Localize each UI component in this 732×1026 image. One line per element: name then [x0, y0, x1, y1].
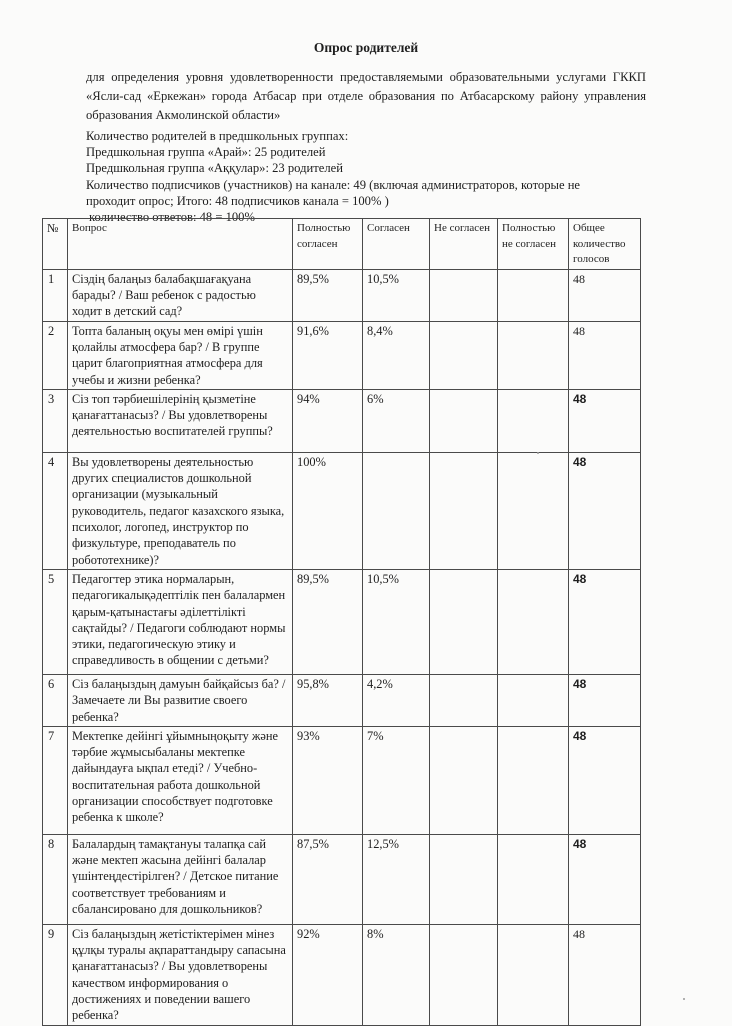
row-question: Педагогтер этика нормаларын, педагогикалықәдептілік пен балалармен қарым-қатынастағы әділеттілікті сақтайды? / Педагоги соблюдают нормы этики, педагогическую этику и справедливость в общении с детьми? — [68, 569, 293, 674]
row-disagree — [430, 726, 498, 834]
row-total: 48 — [569, 321, 641, 389]
document-title: Опрос родителей — [313, 40, 419, 55]
row-disagree — [430, 834, 498, 924]
row-total: 48 — [569, 924, 641, 1025]
row-fully-agree: 95,8% — [293, 674, 363, 726]
row-question: Сіздің балаңыз балабақшағақуана барады? / Ваш ребенок с радостью ходит в детский сад? — [68, 269, 293, 321]
table-row — [43, 569, 641, 674]
row-disagree — [430, 674, 498, 726]
row-num: 1 — [43, 269, 68, 321]
row-agree: 10,5% — [363, 269, 430, 321]
row-agree: 8% — [363, 924, 430, 1025]
scan-speck — [683, 998, 685, 1000]
row-disagree — [430, 269, 498, 321]
row-num: 3 — [43, 389, 68, 452]
row-fully-agree: 94% — [293, 389, 363, 452]
row-num: 4 — [43, 452, 68, 569]
header-total: Общее количество голосов — [569, 219, 641, 270]
table-row — [43, 452, 641, 569]
header-num: № — [43, 219, 68, 270]
table-row — [43, 321, 641, 389]
respondent-info — [86, 128, 646, 225]
row-fully-disagree — [498, 389, 569, 452]
table-header-row — [43, 219, 641, 270]
survey-table — [42, 218, 641, 1026]
row-agree: 8,4% — [363, 321, 430, 389]
header-question: Вопрос — [68, 219, 293, 270]
header-disagree: Не согласен — [430, 219, 498, 270]
info-line-6: количество ответов: 48 = 100% — [89, 210, 255, 225]
row-question: Сіз балаңыздың дамуын байқайсыз ба? / Замечаете ли Вы развитие своего ребенка? — [68, 674, 293, 726]
row-question: Мектепке дейінгі ұйымныңоқыту және тәрбие жұмысыбаланы мектепке дайындауға ықпал етеді? / Учебно-воспитательная работа дошкольной организации способствует подготовке ребенка к школе? — [68, 726, 293, 834]
row-question: Сіз балаңыздың жетістіктерімен мінез құлқы туралы ақпараттандыру сапасына қанағаттанасыз? / Вы удовлетворены качеством информирования о достижениях и поведении вашего ребенка? — [68, 924, 293, 1025]
row-total: 48 — [569, 569, 641, 674]
row-fully-agree: 87,5% — [293, 834, 363, 924]
row-agree: 4,2% — [363, 674, 430, 726]
table-row — [43, 924, 641, 1025]
row-question: Топта баланың оқуы мен өмірі үшін қолайлы атмосфера бар? / В группе царит благоприятная атмосфера для учебы и жизни ребенка? — [68, 321, 293, 389]
row-total: 48 — [569, 726, 641, 834]
row-disagree — [430, 389, 498, 452]
row-fully-disagree — [498, 269, 569, 321]
row-agree: 6% — [363, 389, 430, 452]
row-agree — [363, 452, 430, 569]
row-fully-agree: 93% — [293, 726, 363, 834]
info-line-2: Предшкольная группа «Арай»: 25 родителей — [86, 145, 326, 160]
table-row — [43, 389, 641, 452]
row-fully-disagree — [498, 674, 569, 726]
table-row — [43, 674, 641, 726]
row-total: 48 — [569, 452, 641, 569]
row-question: Вы удовлетворены деятельностью других специалистов дошкольной организации (музыкальный руководитель, педагог казахского языка, психолог, логопед, инструктор по физкультуре, преподаватель по робототехнике)? — [68, 452, 293, 569]
table-row — [43, 269, 641, 321]
row-fully-disagree — [498, 321, 569, 389]
row-question: Балалардың тамақтануы талапқа сай және мектеп жасына дейінгі балалар үшінтеңдестірілген? / Детское питание соответствует требованиям и сбалансировано для дошкольников? — [68, 834, 293, 924]
row-fully-agree: 92% — [293, 924, 363, 1025]
row-total: 48 — [569, 389, 641, 452]
row-agree: 10,5% — [363, 569, 430, 674]
row-num: 5 — [43, 569, 68, 674]
header-fully-disagree: Полностью не согласен — [498, 219, 569, 270]
row-num: 2 — [43, 321, 68, 389]
row-disagree — [430, 452, 498, 569]
row-fully-disagree — [498, 834, 569, 924]
row-fully-agree: 100% — [293, 452, 363, 569]
info-line-3: Предшкольная группа «Аққулар»: 23 родителей — [86, 161, 343, 176]
row-num: 7 — [43, 726, 68, 834]
header-agree: Согласен — [363, 219, 430, 270]
row-fully-agree: 89,5% — [293, 269, 363, 321]
row-agree: 7% — [363, 726, 430, 834]
info-line-1: Количество родителей в предшкольных группах: — [86, 129, 349, 143]
row-fully-agree: 91,6% — [293, 321, 363, 389]
row-num: 9 — [43, 924, 68, 1025]
document-intro: для определения уровня удовлетворенности предоставляемыми образовательными услугами ГККП «Ясли-сад «Еркежан» города Атбасар при отделе образования по Атбасарскому району управления образования Акмолинской области» — [86, 70, 646, 122]
row-question: Сіз топ тәрбиешілерінің қызметіне қанағаттанасыз? / Вы удовлетворены деятельностью воспитателей группы? — [68, 389, 293, 452]
row-disagree — [430, 321, 498, 389]
row-fully-disagree — [498, 726, 569, 834]
row-fully-disagree — [498, 569, 569, 674]
row-fully-agree: 89,5% — [293, 569, 363, 674]
table-row — [43, 834, 641, 924]
row-total: 48 — [569, 674, 641, 726]
scan-speck — [537, 452, 539, 454]
row-agree: 12,5% — [363, 834, 430, 924]
info-line-4: Количество подписчиков (участников) на канале: 49 (включая администраторов, которые не — [86, 177, 581, 192]
table-row — [43, 726, 641, 834]
row-disagree — [430, 924, 498, 1025]
row-total: 48 — [569, 269, 641, 321]
row-fully-disagree — [498, 452, 569, 569]
row-fully-disagree — [498, 924, 569, 1025]
row-num: 8 — [43, 834, 68, 924]
header-fully-agree: Полностью согласен — [293, 219, 363, 270]
row-disagree — [430, 569, 498, 674]
row-num: 6 — [43, 674, 68, 726]
info-line-5: проходит опрос; Итого: 48 подписчиков канала = 100% ) — [86, 193, 389, 208]
row-total: 48 — [569, 834, 641, 924]
